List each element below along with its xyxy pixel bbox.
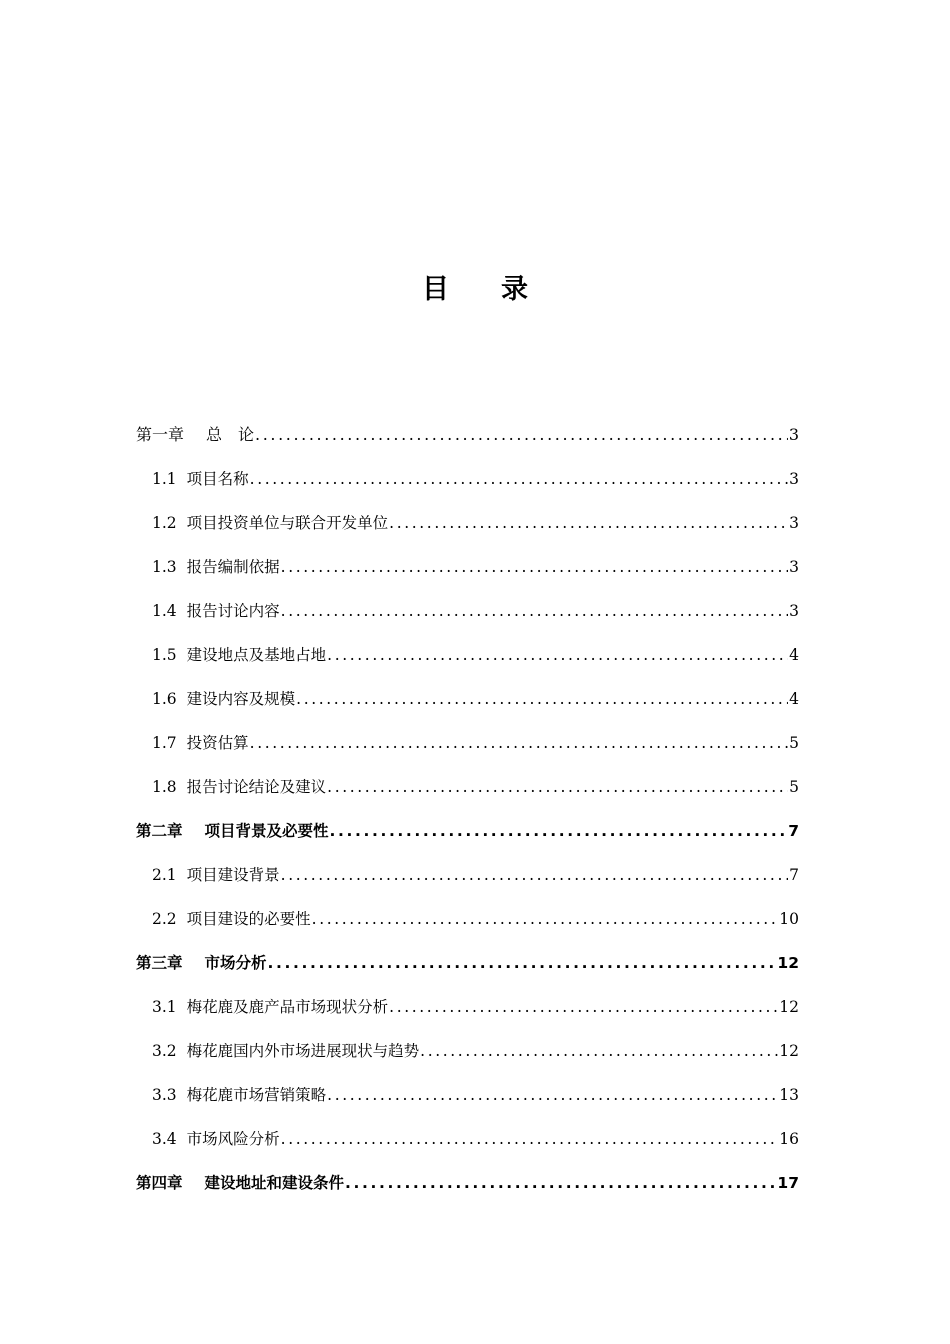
toc-dot-leader — [250, 721, 788, 765]
toc-page-number: 5 — [789, 734, 799, 752]
title-char-2: 录 — [501, 274, 528, 305]
toc-entry-1-1[interactable] — [136, 457, 799, 501]
toc-section-number: 2.2 — [152, 910, 177, 928]
toc-chapter-prefix: 第四章 — [136, 1174, 183, 1192]
toc-page-number: 16 — [779, 1130, 799, 1148]
toc-page-number: 13 — [779, 1086, 799, 1104]
toc-dot-leader — [327, 633, 788, 677]
toc-entry-label: 投资估算 — [186, 734, 249, 752]
toc-dot-leader — [420, 1029, 778, 1073]
toc-entry-label: 梅花鹿市场营销策略 — [186, 1086, 327, 1104]
toc-entry-label: 建设地点及基地占地 — [186, 646, 327, 664]
toc-entry-label: 报告编制依据 — [186, 558, 280, 576]
toc-entry-label: 建设内容及规模 — [186, 690, 296, 708]
toc-entry-2-2[interactable] — [136, 897, 799, 941]
toc-section-number: 1.8 — [152, 778, 177, 796]
toc-entry-chapter-3[interactable] — [136, 941, 799, 985]
toc-section-number: 3.3 — [152, 1086, 177, 1104]
toc-dot-leader — [389, 501, 788, 545]
toc-dot-leader — [255, 413, 788, 457]
toc-page-number: 12 — [779, 998, 799, 1016]
toc-entry-label: 梅花鹿国内外市场进展现状与趋势 — [186, 1042, 420, 1060]
toc-entry-label: 梅花鹿及鹿产品市场现状分析 — [186, 998, 389, 1016]
toc-entry-3-3[interactable] — [136, 1073, 799, 1117]
toc-entry-label: 建设地址和建设条件 — [204, 1174, 345, 1192]
toc-page-number: 4 — [789, 690, 799, 708]
toc-entry-3-1[interactable] — [136, 985, 799, 1029]
toc-dot-leader — [281, 589, 788, 633]
table-of-contents — [136, 413, 799, 1205]
toc-dot-leader — [327, 1073, 778, 1117]
toc-dot-leader — [330, 809, 788, 853]
toc-entry-1-6[interactable] — [136, 677, 799, 721]
toc-dot-leader — [312, 897, 779, 941]
toc-entry-label: 项目建设的必要性 — [186, 910, 311, 928]
toc-entry-1-5[interactable] — [136, 633, 799, 677]
toc-section-number: 3.1 — [152, 998, 177, 1016]
toc-entry-3-2[interactable] — [136, 1029, 799, 1073]
title-char-1: 目 — [422, 274, 449, 305]
toc-page-number: 4 — [789, 646, 799, 664]
toc-entry-2-1[interactable] — [136, 853, 799, 897]
page-title — [0, 268, 950, 312]
toc-page-number: 3 — [789, 514, 799, 532]
toc-dot-leader — [281, 853, 788, 897]
toc-section-number: 3.2 — [152, 1042, 177, 1060]
toc-page-number: 12 — [779, 1042, 799, 1060]
toc-entry-chapter-1[interactable] — [136, 413, 799, 457]
toc-dot-leader — [327, 765, 788, 809]
toc-entry-1-4[interactable] — [136, 589, 799, 633]
toc-section-number: 1.7 — [152, 734, 177, 752]
toc-page-number: 5 — [789, 778, 799, 796]
toc-dot-leader — [296, 677, 788, 721]
toc-entry-1-3[interactable] — [136, 545, 799, 589]
toc-dot-leader — [250, 457, 788, 501]
toc-entry-label: 项目建设背景 — [186, 866, 280, 884]
toc-section-number: 1.6 — [152, 690, 177, 708]
toc-entry-label: 报告讨论结论及建议 — [186, 778, 327, 796]
toc-entry-label: 项目背景及必要性 — [204, 822, 329, 840]
toc-section-number: 1.1 — [152, 470, 177, 488]
toc-section-number: 3.4 — [152, 1130, 177, 1148]
toc-page-number: 3 — [789, 558, 799, 576]
toc-entry-1-7[interactable] — [136, 721, 799, 765]
toc-dot-leader — [345, 1161, 776, 1205]
toc-section-number: 1.2 — [152, 514, 177, 532]
toc-entry-chapter-4[interactable] — [136, 1161, 799, 1205]
toc-section-number: 1.4 — [152, 602, 177, 620]
toc-section-number: 1.3 — [152, 558, 177, 576]
toc-entry-chapter-2[interactable] — [136, 809, 799, 853]
toc-page-number: 3 — [788, 425, 799, 444]
toc-entry-label: 报告讨论内容 — [186, 602, 280, 620]
toc-entry-label: 总 论 — [206, 425, 255, 444]
toc-page-number: 7 — [788, 822, 799, 840]
toc-entry-label: 项目投资单位与联合开发单位 — [186, 514, 389, 532]
toc-section-number: 2.1 — [152, 866, 177, 884]
toc-entry-label: 市场分析 — [204, 954, 267, 972]
toc-page-number: 3 — [789, 602, 799, 620]
toc-dot-leader — [281, 545, 788, 589]
toc-entry-3-4[interactable] — [136, 1117, 799, 1161]
toc-chapter-prefix: 第一章 — [136, 425, 185, 444]
toc-dot-leader — [389, 985, 778, 1029]
toc-dot-leader — [268, 941, 777, 985]
toc-section-number: 1.5 — [152, 646, 177, 664]
toc-page-number: 12 — [777, 954, 799, 972]
toc-chapter-prefix: 第三章 — [136, 954, 183, 972]
toc-page-number: 3 — [789, 470, 799, 488]
toc-entry-label: 项目名称 — [186, 470, 249, 488]
toc-entry-1-2[interactable] — [136, 501, 799, 545]
toc-chapter-prefix: 第二章 — [136, 822, 183, 840]
toc-dot-leader — [281, 1117, 779, 1161]
toc-entry-1-8[interactable] — [136, 765, 799, 809]
toc-page-number: 17 — [777, 1174, 799, 1192]
toc-entry-label: 市场风险分析 — [186, 1130, 280, 1148]
toc-page-number: 10 — [779, 910, 799, 928]
toc-page-number: 7 — [789, 866, 799, 884]
